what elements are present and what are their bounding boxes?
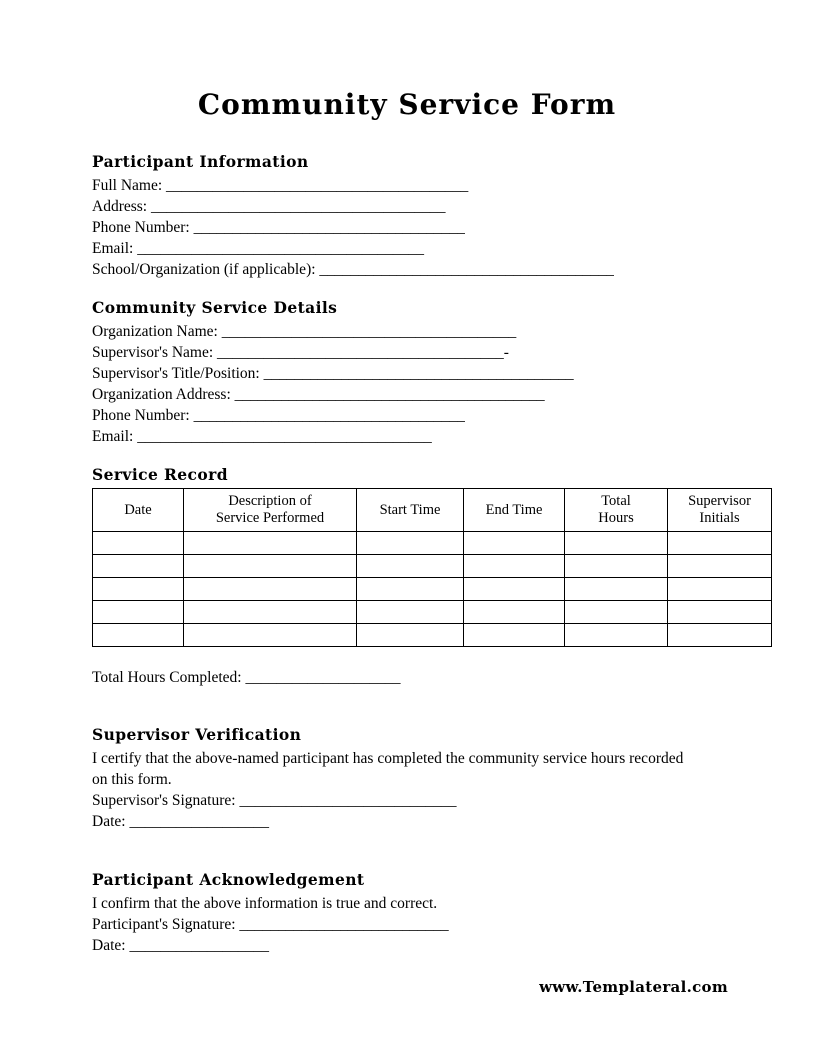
cell-date[interactable] [93,624,184,647]
cell-start-time[interactable] [357,601,464,624]
section-participant-acknowledgement [92,870,732,956]
section-heading-service-record: Service Record [92,465,228,484]
cell-description[interactable] [184,578,357,601]
cell-total-hours[interactable] [565,578,668,601]
column-header-supervisor-initials-line1: Supervisor [688,493,751,509]
cell-date[interactable] [93,578,184,601]
column-header-total-hours-line2: Hours [598,510,634,526]
table-row[interactable] [93,601,772,624]
table-row[interactable] [93,624,772,647]
field-supervisor-signature[interactable]: Supervisor's Signature: ____________________________ [92,792,457,809]
field-phone-number[interactable]: Phone Number: ___________________________________ [92,219,465,236]
section-supervisor-verification [92,725,732,832]
column-header-description-line1: Description of [228,493,312,509]
cell-supervisor-initials[interactable] [668,624,772,647]
section-heading-participant-acknowledgement: Participant Acknowledgement [92,870,365,889]
field-full-name[interactable]: Full Name: _______________________________________ [92,177,469,194]
supervisor-verification-statement: I certify that the above-named participant has completed the community service hours recorded on this form. [92,750,684,788]
cell-end-time[interactable] [464,624,565,647]
section-participant-information [92,152,732,280]
cell-total-hours[interactable] [565,601,668,624]
cell-end-time[interactable] [464,578,565,601]
field-organization-email[interactable]: Email: ______________________________________ [92,428,432,445]
cell-total-hours[interactable] [565,532,668,555]
field-supervisor-name[interactable]: Supervisor's Name: _____________________________________- [92,344,509,361]
service-record-table [92,488,772,647]
field-total-hours-completed[interactable]: Total Hours Completed: ____________________ [92,669,401,686]
table-row[interactable] [93,578,772,601]
field-participant-date[interactable]: Date: __________________ [92,937,269,954]
footer-website: www.Templateral.com [539,978,728,996]
cell-supervisor-initials[interactable] [668,578,772,601]
section-heading-supervisor-verification: Supervisor Verification [92,725,302,744]
cell-end-time[interactable] [464,532,565,555]
table-row[interactable] [93,555,772,578]
column-header-start-time: Start Time [357,489,464,532]
cell-description[interactable] [184,555,357,578]
cell-end-time[interactable] [464,555,565,578]
spacer [92,850,732,870]
table-header-row [93,489,772,532]
cell-date[interactable] [93,532,184,555]
cell-supervisor-initials[interactable] [668,555,772,578]
column-header-total-hours-line1: Total [601,493,631,509]
section-heading-participant-information: Participant Information [92,152,309,171]
column-header-total-hours [565,489,668,532]
cell-start-time[interactable] [357,555,464,578]
field-organization-name[interactable]: Organization Name: ______________________________________ [92,323,517,340]
participant-acknowledgement-statement: I confirm that the above information is true and correct. [92,895,438,912]
cell-start-time[interactable] [357,578,464,601]
cell-date[interactable] [93,555,184,578]
section-service-record [92,465,751,687]
column-header-end-time: End Time [464,489,565,532]
cell-description[interactable] [184,601,357,624]
column-header-description [184,489,357,532]
column-header-supervisor-initials [668,489,772,532]
field-supervisor-date[interactable]: Date: __________________ [92,813,269,830]
cell-description[interactable] [184,624,357,647]
field-organization-phone-number[interactable]: Phone Number: ___________________________________ [92,407,465,424]
field-email[interactable]: Email: _____________________________________ [92,240,424,257]
table-body [93,532,772,647]
spacer [92,699,732,725]
field-supervisor-title[interactable]: Supervisor's Title/Position: ________________________________________ [92,365,574,382]
section-heading-community-service-details: Community Service Details [92,298,338,317]
section-community-service-details [92,298,732,447]
cell-date[interactable] [93,601,184,624]
cell-start-time[interactable] [357,532,464,555]
cell-supervisor-initials[interactable] [668,532,772,555]
field-participant-signature[interactable]: Participant's Signature: ___________________________ [92,916,449,933]
field-organization-address[interactable]: Organization Address: ________________________________________ [92,386,545,403]
column-header-date: Date [93,489,184,532]
document-body [92,152,751,974]
cell-end-time[interactable] [464,601,565,624]
cell-total-hours[interactable] [565,555,668,578]
table-row[interactable] [93,532,772,555]
field-school-organization[interactable]: School/Organization (if applicable): ______________________________________ [92,261,614,278]
cell-start-time[interactable] [357,624,464,647]
column-header-description-line2: Service Performed [215,510,325,526]
cell-total-hours[interactable] [565,624,668,647]
cell-description[interactable] [184,532,357,555]
field-address[interactable]: Address: ______________________________________ [92,198,446,215]
column-header-supervisor-initials-line2: Initials [699,510,740,526]
cell-supervisor-initials[interactable] [668,601,772,624]
page-title: Community Service Form [197,88,617,121]
